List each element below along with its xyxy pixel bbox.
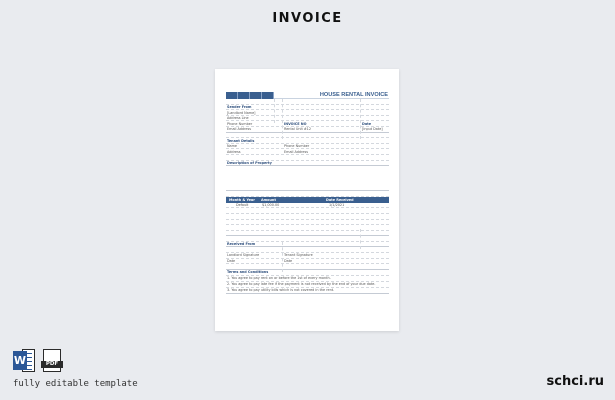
invoice-preview-sheet <box>215 69 399 331</box>
invoice-date: [Input Date] <box>362 127 383 132</box>
col-date-received: Date Received <box>326 197 354 202</box>
col-month: Month & Year <box>229 197 255 202</box>
site-brand: schci.ru <box>546 374 604 389</box>
invoice-title: HOUSE RENTAL INVOICE <box>274 92 389 99</box>
sender-section-label: Sender From <box>227 104 252 109</box>
tenant-address: Address <box>227 149 241 154</box>
invoice-document <box>226 92 389 294</box>
header-color-band <box>226 92 274 99</box>
tenant-email: Email Address <box>284 149 308 154</box>
invoice-no-label: INVOICE NO <box>284 121 307 126</box>
row-month: Default <box>236 203 249 208</box>
landlord-name: [Landlord Name] <box>227 110 256 115</box>
description-area <box>226 166 389 191</box>
tenant-signature-label: Tenant Signature <box>284 253 313 258</box>
landlord-date-label: Date <box>227 259 236 264</box>
tenant-name: Name <box>227 144 238 149</box>
row-amount: $1,000.00 <box>262 203 280 208</box>
email-address: Email Address <box>227 127 251 132</box>
term-line: 2. You agree to pay late fee if the payment is not received by the end of your due date. <box>227 282 376 287</box>
pdf-icon: PDF <box>41 349 63 372</box>
terms-block <box>226 270 389 294</box>
received-section-label: Received From <box>227 242 256 247</box>
tenant-section-label: Tenant Details <box>227 138 255 143</box>
invoice-header <box>226 92 389 99</box>
page-heading: INVOICE <box>272 11 343 26</box>
description-section-label: Description of Property <box>227 160 272 165</box>
template-caption: fully editable template <box>13 379 138 389</box>
phone-label: Phone Number <box>227 121 253 126</box>
term-line: 3. You agree to pay utility bills which is not covered in the rent. <box>227 288 335 293</box>
date-label: Date <box>362 121 372 126</box>
term-line: 1. You agree to pay rent on or before the 1st of every month. <box>227 276 331 281</box>
col-amount: Amount <box>261 197 276 202</box>
tenant-phone: Phone Number <box>284 144 310 149</box>
landlord-signature-label: Landlord Signature <box>227 253 260 258</box>
tenant-date-label: Date <box>284 259 293 264</box>
word-icon: W <box>13 349 35 372</box>
address-line: Address Line <box>227 116 249 121</box>
row-date-received: 1/1/2021 <box>329 203 345 208</box>
terms-section-label: Terms and Conditions <box>227 270 269 275</box>
rental-unit: Rental Unit #12 <box>284 127 312 132</box>
format-icons <box>13 349 63 372</box>
